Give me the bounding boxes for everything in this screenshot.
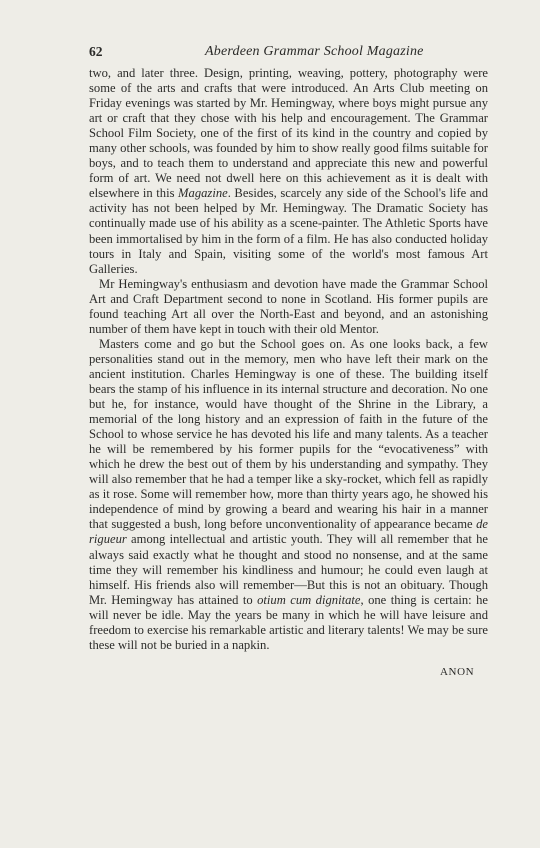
text-run: two, and later three. Design, printing, weaving, pottery, photography were some of the arts and crafts that were introduced. An Arts Club meeting on Friday evenings was started by Mr. Hemingway, where boys might pursue any art or craft that they chose with his help and encouragement. The Grammar School Film Society, one of the first of its kind in the country and copied by many other schools, was founded by him to show really good films suitable for boys, and to teach them to understand and appreciate this new and powerful form of art. We need not dwell here on this achievement as it is dealt with elsewhere in this [89, 66, 488, 201]
paragraph-art-department [89, 277, 488, 337]
paragraph-personalities [89, 337, 488, 653]
running-title: Aberdeen Grammar School Magazine [205, 44, 424, 59]
page-number: 62 [89, 44, 103, 59]
text-run: . Besides, scarcely any side of the School's life and activity has not been helped by Mr. Hemingway. The Dramatic Society has continually made use of his ability as a scene-painter. The Athletic Sports have been immortalised by him in the form of a film. He has also conducted holiday tours in Italy and Spain, visiting some of the world's most famous Art Galleries. [89, 186, 489, 276]
italic-phrase: otium cum dignitate [257, 592, 361, 607]
author-signature: ANON [440, 666, 475, 678]
page-header [89, 44, 451, 64]
article-body [89, 66, 488, 653]
italic-phrase: de rigueur [89, 517, 488, 547]
text-run: Mr Hemingway's enthusiasm and devotion have made the Grammar School Art and Craft Department second to none in Scotland. His former pupils are found teaching Art all over the North-East and beyond, and an astonishing number of them have kept in touch with their old Mentor. [89, 276, 488, 336]
italic-phrase: Magazine [178, 186, 228, 201]
text-run: among intellectual and artistic youth. They will all remember that he always said exactly what he thought and stood no nonsense, and at the same time they will remember his kindliness and humour; he could even laugh at himself. His friends also will remember—But this is not an obituary. Though Mr. Hemingway has attained to [89, 532, 488, 607]
text-run: Masters come and go but the School goes on. As one looks back, a few personalities stand out in the memory, men who have left their mark on the ancient institution. Charles Hemingway is one of these. The building itself bears the stamp of his influence in its internal structure and decoration. No one but he, for instance, would have thought of the Shrine in the Library, a memorial of the long history and an expression of faith in the future of the School to whose service he has devoted his life and many talents. As a teacher he will be remembered by his former pupils for the “evocativeness” with which he drew the best out of them by his understanding and sympathy. They will also remember that he had a temper like a sky-rocket, which fell as rapidly as it rose. Some will remember how, more than thirty years ago, he showed his independence of mind by growing a beard and wearing his hair in a manner that suggested a bush, long before unconventionality of appearance became [89, 336, 489, 532]
text-run: , one thing is certain: he will never be idle. May the years be many in which he will have leisure and freedom to exercise his remarkable artistic and literary talents! We may be sure these will not be buried in a napkin. [89, 592, 488, 652]
paragraph-arts-and-crafts [89, 66, 488, 277]
